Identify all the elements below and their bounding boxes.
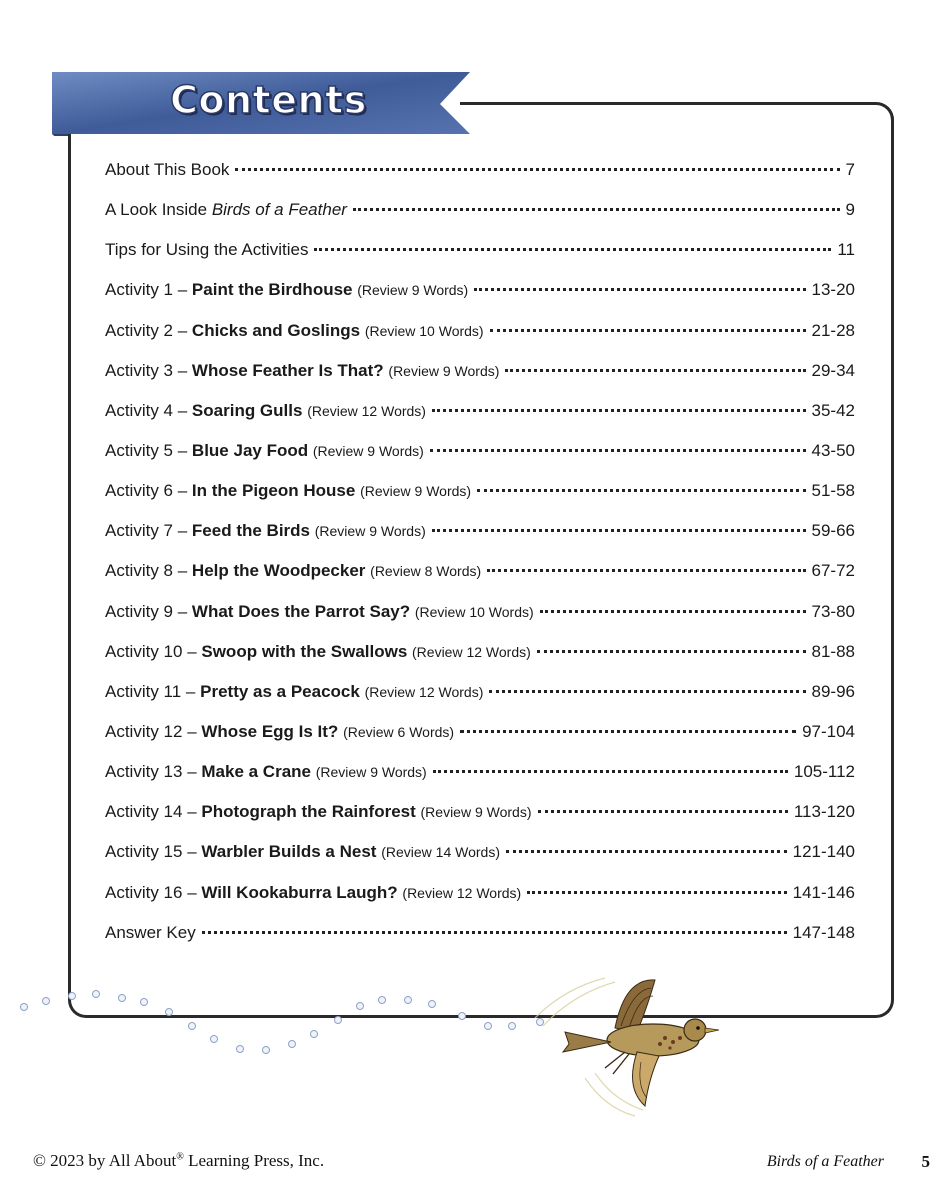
toc-entry-label xyxy=(105,602,534,622)
toc-entry xyxy=(105,802,855,842)
toc-entry-label xyxy=(105,642,531,662)
bubble-dot xyxy=(356,1002,364,1010)
toc-activity-title: In the Pigeon House xyxy=(191,481,356,501)
toc-activity-title: Feed the Birds xyxy=(191,521,311,541)
dot-leader xyxy=(474,288,805,291)
toc-page-number: 29-34 xyxy=(811,360,855,380)
toc-activity-title: Whose Feather Is That? xyxy=(191,360,384,380)
toc-entry-label xyxy=(105,682,483,702)
toc-entry xyxy=(105,642,855,682)
toc-label-text: Activity 13 – xyxy=(105,762,202,782)
dot-leader xyxy=(202,931,787,934)
toc-page-number: 35-42 xyxy=(811,400,855,420)
bubble-dot xyxy=(262,1046,270,1054)
toc-italic-title: Birds of a Feather xyxy=(211,200,347,220)
toc-label-text: Activity 11 – xyxy=(105,681,201,701)
toc-entry xyxy=(105,481,855,521)
toc-entry xyxy=(105,321,855,361)
dot-leader xyxy=(489,690,805,693)
toc-entry xyxy=(105,521,855,561)
book-title-footer: Birds of a Feather xyxy=(766,1153,884,1170)
bubble-dot xyxy=(118,994,126,1002)
toc-label-text: Activity 12 – xyxy=(105,721,202,741)
toc-entry-label xyxy=(105,160,229,180)
toc-page-number: 9 xyxy=(845,200,855,220)
toc-page-number: 43-50 xyxy=(811,440,855,460)
toc-entry-label xyxy=(105,240,308,260)
bubble-dot xyxy=(428,1000,436,1008)
toc-activity-title: Blue Jay Food xyxy=(191,440,309,460)
page-title: Contents xyxy=(170,78,367,122)
toc-page-number: 11 xyxy=(837,240,855,260)
dot-leader xyxy=(353,208,840,211)
toc-page-number: 7 xyxy=(845,160,855,179)
toc-activity-title: Help the Woodpecker xyxy=(191,561,366,581)
toc-page-number: 81-88 xyxy=(811,641,855,661)
dot-leader xyxy=(314,248,831,251)
toc-entry-label xyxy=(105,401,426,421)
toc-activity-title: Will Kookaburra Laugh? xyxy=(201,882,398,902)
toc-entry xyxy=(105,160,855,200)
toc-page-number: 97-104 xyxy=(802,721,855,741)
toc-entry-label xyxy=(105,521,426,541)
bubble-dot xyxy=(188,1022,196,1030)
dot-leader xyxy=(506,850,787,853)
toc-label-text: Activity 15 – xyxy=(105,842,202,862)
dot-leader xyxy=(432,409,806,412)
dot-leader xyxy=(460,730,796,733)
toc-entry-label xyxy=(105,561,481,581)
toc-label-text: Activity 2 – xyxy=(105,320,192,340)
toc-entry xyxy=(105,682,855,722)
dot-leader xyxy=(433,770,788,773)
toc-entry xyxy=(105,280,855,320)
page-number: 5 xyxy=(921,1152,930,1171)
toc-page-number: 121-140 xyxy=(792,842,855,862)
toc-entry-label xyxy=(105,361,499,381)
toc-entry xyxy=(105,883,855,923)
toc-review-note: (Review 9 Words) xyxy=(360,483,472,500)
table-of-contents xyxy=(105,160,855,963)
toc-activity-title: What Does the Parrot Say? xyxy=(191,601,411,621)
bubble-dot xyxy=(310,1030,318,1038)
bubble-dot xyxy=(288,1040,296,1048)
toc-activity-title: Swoop with the Swallows xyxy=(201,641,408,661)
toc-label-text: Activity 1 – xyxy=(105,280,192,300)
bubble-dot xyxy=(140,998,148,1006)
toc-review-note: (Review 10 Words) xyxy=(364,322,484,339)
bubble-dot xyxy=(165,1008,173,1016)
toc-activity-title: Whose Egg Is It? xyxy=(201,721,339,741)
toc-label-text: A Look Inside xyxy=(105,200,212,220)
toc-label-text: Activity 14 – xyxy=(105,802,202,822)
toc-label-text: Answer Key xyxy=(105,922,196,942)
toc-entry-label xyxy=(105,883,521,903)
toc-review-note: (Review 14 Words) xyxy=(381,844,500,861)
bubble-dot xyxy=(458,1012,466,1020)
dot-leader xyxy=(487,569,805,572)
toc-entry xyxy=(105,722,855,762)
toc-entry-label xyxy=(105,441,424,461)
toc-label-text: Activity 3 – xyxy=(105,360,192,380)
toc-entry-label xyxy=(105,762,427,782)
toc-review-note: (Review 9 Words) xyxy=(357,282,469,299)
dot-leader xyxy=(538,810,788,813)
dot-leader xyxy=(537,650,806,653)
toc-entry-label xyxy=(105,802,532,822)
bubble-dot xyxy=(484,1022,492,1030)
toc-label-text: Activity 6 – xyxy=(105,481,192,501)
bubble-dot xyxy=(334,1016,342,1024)
toc-page-number: 147-148 xyxy=(792,922,855,942)
flying-bird-illustration xyxy=(525,968,725,1118)
dot-leader xyxy=(477,489,805,492)
toc-label-text: Activity 7 – xyxy=(105,521,192,541)
bubble-dot xyxy=(20,1003,28,1011)
dot-leader xyxy=(505,369,805,372)
contents-frame-top xyxy=(460,102,894,122)
toc-review-note: (Review 9 Words) xyxy=(420,804,532,821)
contents-banner xyxy=(52,72,472,136)
toc-entry xyxy=(105,441,855,481)
toc-label-text: Activity 8 – xyxy=(105,561,192,581)
dot-leader xyxy=(540,610,806,613)
toc-label-text: Activity 9 – xyxy=(105,601,192,621)
toc-activity-title: Photograph the Rainforest xyxy=(201,802,416,822)
toc-entry xyxy=(105,842,855,882)
toc-review-note: (Review 6 Words) xyxy=(343,723,455,740)
toc-review-note: (Review 10 Words) xyxy=(414,603,534,620)
dot-leader xyxy=(235,168,839,171)
bubble-dot xyxy=(210,1035,218,1043)
toc-activity-title: Warbler Builds a Nest xyxy=(201,842,377,862)
toc-entry xyxy=(105,561,855,601)
toc-entry xyxy=(105,240,855,280)
toc-entry-label xyxy=(105,280,468,300)
toc-page-number: 105-112 xyxy=(793,762,855,782)
toc-entry xyxy=(105,200,855,240)
toc-page-number: 21-28 xyxy=(811,320,855,340)
copyright-notice: © 2023 by All About® Learning Press, Inc. xyxy=(33,1151,325,1170)
toc-review-note: (Review 12 Words) xyxy=(364,683,484,700)
dot-leader xyxy=(432,529,806,532)
bubble-dot xyxy=(508,1022,516,1030)
toc-entry-label xyxy=(105,481,471,501)
dot-leader xyxy=(527,891,786,894)
toc-label-text: Activity 4 – xyxy=(105,400,192,420)
toc-label-text: Activity 10 – xyxy=(105,641,202,661)
toc-activity-title: Paint the Birdhouse xyxy=(191,280,353,300)
toc-page-number: 59-66 xyxy=(811,521,855,541)
toc-label-text: Tips for Using the Activities xyxy=(105,240,309,260)
toc-entry-label xyxy=(105,722,454,742)
bubble-dot xyxy=(236,1045,244,1053)
toc-activity-title: Pretty as a Peacock xyxy=(200,681,360,701)
toc-review-note: (Review 9 Words) xyxy=(388,362,500,379)
toc-label-text: About This Book xyxy=(105,160,230,179)
bubble-dot xyxy=(42,997,50,1005)
toc-page-number: 73-80 xyxy=(811,601,855,621)
toc-entry-label xyxy=(105,842,500,862)
toc-entry xyxy=(105,602,855,642)
bubble-dot xyxy=(378,996,386,1004)
dot-leader xyxy=(490,329,806,332)
dot-leader xyxy=(430,449,806,452)
toc-review-note: (Review 9 Words) xyxy=(315,764,427,781)
toc-label-text: Activity 16 – xyxy=(105,882,202,902)
toc-review-note: (Review 12 Words) xyxy=(307,402,426,419)
bubble-dot xyxy=(68,992,76,1000)
toc-page-number: 67-72 xyxy=(811,561,855,581)
toc-entry xyxy=(105,401,855,441)
toc-page-number: 51-58 xyxy=(811,481,855,501)
toc-review-note: (Review 8 Words) xyxy=(370,563,482,580)
toc-review-note: (Review 9 Words) xyxy=(314,523,426,540)
toc-page-number: 141-146 xyxy=(792,882,855,902)
toc-entry-label xyxy=(105,200,347,220)
toc-activity-title: Soaring Gulls xyxy=(191,400,303,420)
toc-review-note: (Review 12 Words) xyxy=(412,643,531,660)
toc-entry xyxy=(105,361,855,401)
toc-page-number: 89-96 xyxy=(811,681,855,701)
toc-entry-label xyxy=(105,321,484,341)
toc-entry xyxy=(105,923,855,963)
toc-activity-title: Chicks and Goslings xyxy=(191,320,361,340)
toc-entry xyxy=(105,762,855,802)
toc-page-number: 13-20 xyxy=(811,280,855,300)
bubble-dot xyxy=(92,990,100,998)
toc-label-text: Activity 5 – xyxy=(105,440,192,460)
toc-activity-title: Make a Crane xyxy=(201,762,311,782)
toc-page-number: 113-120 xyxy=(793,802,855,822)
toc-review-note: (Review 9 Words) xyxy=(312,442,424,459)
toc-entry-label xyxy=(105,923,196,943)
bubble-dot xyxy=(404,996,412,1004)
toc-review-note: (Review 12 Words) xyxy=(402,884,522,901)
